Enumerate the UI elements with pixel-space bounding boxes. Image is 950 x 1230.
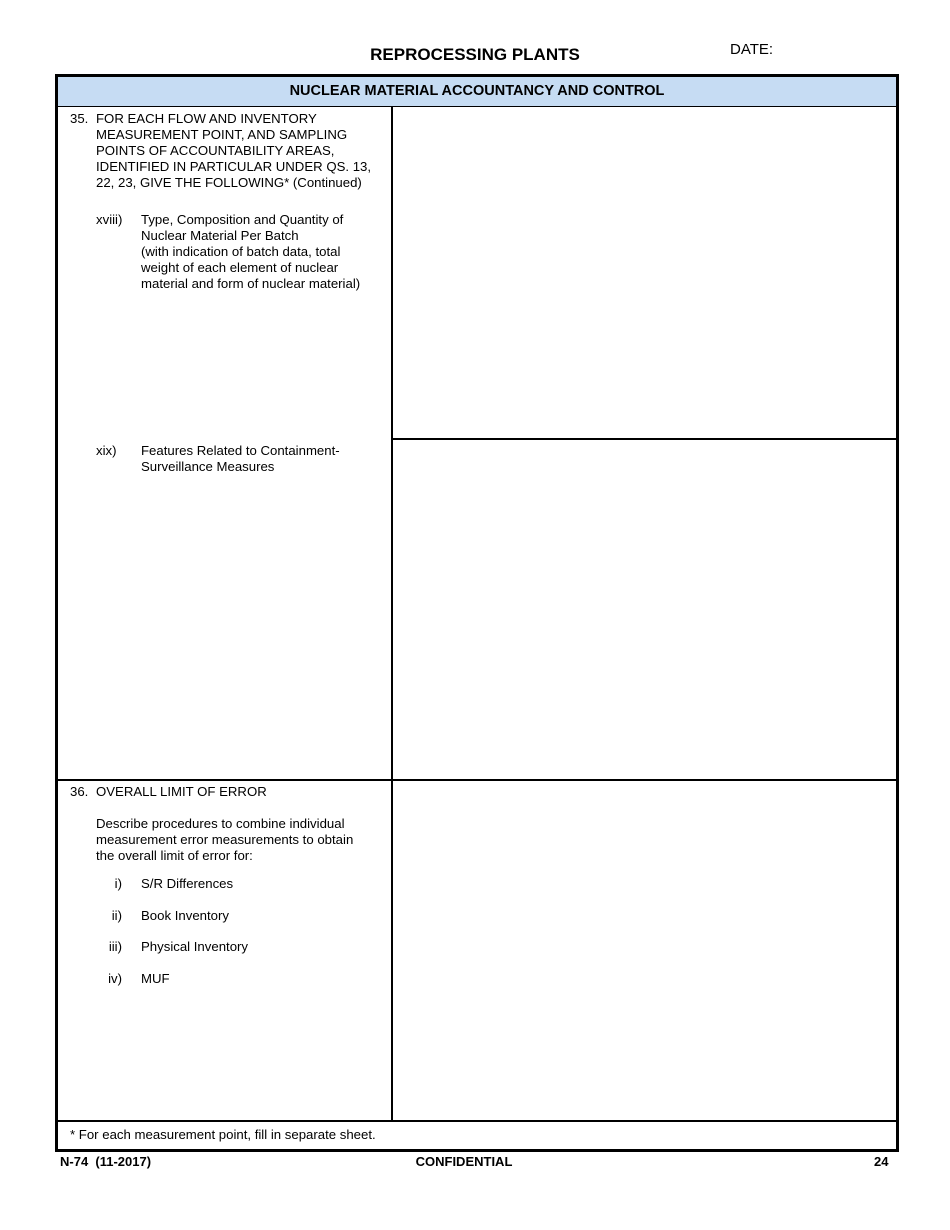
item-label: Book Inventory [141,908,229,923]
subitem-number: xix) [96,443,117,458]
classification-label: CONFIDENTIAL [415,1154,513,1169]
question-line: POINTS OF ACCOUNTABILITY AREAS, [96,143,335,158]
question-number: 36. [70,784,89,799]
item-number: iv) [108,971,122,986]
question-line: 22, 23, GIVE THE FOLLOWING* (Continued) [96,175,362,190]
item-number: iii) [108,939,122,954]
item-label: MUF [141,971,170,986]
question-number: 35. [70,111,89,126]
question-title: OVERALL LIMIT OF ERROR [96,784,267,799]
row-divider-footnote [58,1120,896,1122]
item-label: S/R Differences [141,876,234,891]
question-text [96,111,371,191]
item-number: i) [114,876,122,891]
answer-field-q36[interactable] [393,781,895,1119]
subitem-line: Surveillance Measures [141,459,275,474]
description-line: measurement error measurements to obtain [96,832,354,847]
subitem-line: Features Related to Containment- [141,443,340,458]
footnote: * For each measurement point, fill in separate sheet. [70,1127,376,1142]
subitem-line: material and form of nuclear material) [141,276,361,291]
form-id: N-74 (11-2017) [60,1154,152,1169]
subitem-line: Type, Composition and Quantity of [141,212,344,227]
item-label: Physical Inventory [141,939,249,954]
section-header: NUCLEAR MATERIAL ACCOUNTANCY AND CONTROL [58,77,896,107]
description-line: Describe procedures to combine individual [96,816,345,831]
answer-field-xix[interactable] [393,440,895,778]
subitem-xix-text [141,443,340,475]
question-36-description [96,816,353,864]
page-title: REPROCESSING PLANTS [370,45,580,64]
item-number: ii) [111,908,122,923]
subitem-line: (with indication of batch data, total [141,244,341,259]
page-number: 24 [874,1154,889,1169]
question-line: IDENTIFIED IN PARTICULAR UNDER QS. 13, [96,159,372,174]
question-line: FOR EACH FLOW AND INVENTORY [96,111,317,126]
question-line: MEASUREMENT POINT, AND SAMPLING [96,127,348,142]
subitem-line: weight of each element of nuclear [141,260,339,275]
subitem-xviii-text [141,212,360,292]
form-table [55,74,899,1152]
answer-field-xviii[interactable] [393,107,895,437]
subitem-number: xviii) [96,212,123,227]
subitem-line: Nuclear Material Per Batch [141,228,299,243]
date-label: DATE: [730,41,774,58]
description-line: the overall limit of error for: [96,848,253,863]
